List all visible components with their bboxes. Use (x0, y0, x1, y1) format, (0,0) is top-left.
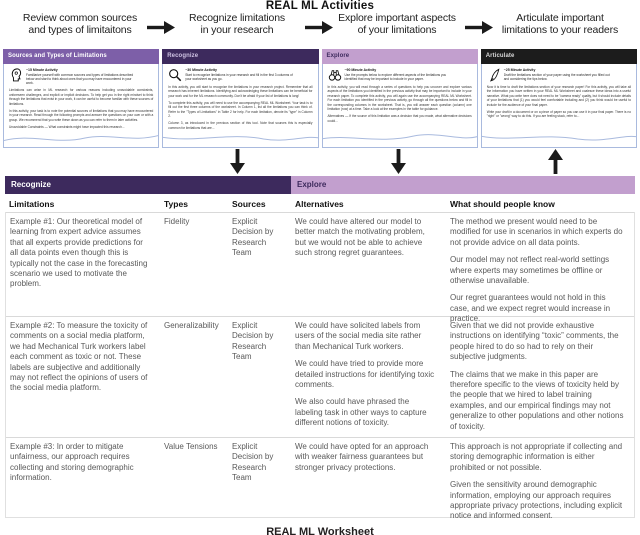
step-explore: Explore important aspects of your limitations (338, 12, 456, 37)
card-sources-and-types (3, 49, 159, 148)
band-recognize: Recognize (5, 176, 291, 194)
cell-know: The method we present would need to be modified for use in scenarios in which experts do not provide advice on all data points. Our model may not reflect real-world settings where experts may sometimes be offline or otherwise unavailable. Our regret guarantees would not hold in this case, and we expect regret would increase in practice. (450, 217, 623, 324)
column-header-sources: Sources (232, 199, 266, 209)
activity-brief: Start to recognize limitations in your research and fill in the first 3 columns of your worksheet as you go. (185, 72, 293, 81)
column-header-alternatives: Alternatives (295, 199, 344, 209)
activity-duration: ~30 Minute Activity (185, 68, 217, 72)
step-review: Review common sources and types of limitaitons (22, 12, 138, 37)
torn-edge (322, 127, 478, 148)
card-body (3, 64, 159, 148)
card-body (322, 64, 478, 148)
worksheet-caption: REAL ML Worksheet (266, 526, 374, 535)
torn-edge (481, 127, 637, 148)
column-header-types: Types (164, 199, 188, 209)
activity-duration: ~25 Minute Activity (503, 68, 536, 72)
card-header: Articulate (481, 49, 637, 64)
column-header-know: What should people know (450, 199, 555, 209)
cell-type: Value Tensions (164, 442, 218, 451)
card-text: In this activity, you will read through a series of questions to help you uncover and explore various aspects of the limitations you identified in the previous activity that may be important to include in your research paper. To complete this activity, you will again use the accompanying REAL ML Worksheet. For each limitation you identified in the previous activity, go through all the questions below and fill in the corresponding columns in the worksheet. That is, you will answer each question (column) one limitation (row) at a time. Take a look at the examples in the table for guidance. Alternatives — If the source of this limitation was a decision that you made, what alternative decisions could... (327, 85, 472, 123)
arrow-up-icon (548, 149, 563, 174)
cell-limitation: Example #1: Our theoretical model of learning from expert advice assumes that all experts provide predictions for all data points even though this is typically not the case in the forecasting scenario we used to motivate the problem. (10, 217, 148, 289)
activity-duration: ~15 Minute Activity (26, 68, 58, 72)
step-recognize: Recognize limitations in your research (188, 12, 286, 37)
workflow-steps (0, 9, 640, 47)
worksheet-table (5, 176, 635, 521)
quill-icon (487, 68, 501, 82)
band-explore: Explore (291, 176, 635, 194)
card-header: Explore (322, 49, 478, 64)
table-column-headers (5, 194, 635, 212)
cell-alternatives: We could have solicited labels from users of the social media site rather than Mechanical Turk workers. We could have tried to provide more detailed instructions for identifying toxic comments. We also could have phrased the labeling task in other ways to capture different notions of toxicity. (295, 321, 435, 428)
card-header: Recognize (162, 49, 318, 64)
torn-edge (162, 127, 318, 148)
table-band-header (5, 176, 635, 194)
column-header-limitations: Limitations (9, 199, 55, 209)
cell-type: Generalizability (164, 321, 219, 330)
head-profile-icon (9, 68, 23, 82)
activity-duration: ~90 Minute Activity (344, 68, 377, 72)
table-row (6, 437, 634, 521)
activity-cards (0, 49, 640, 148)
binoculars-icon (328, 68, 342, 82)
card-text: Limitations can arise in ML research for various reasons including unavoidable constraints, unforeseen challenges, and explicit or implicit decisions. To help get you in the right mindset to think through the limitations that exist in your work, it can be useful to become familiar with these sources of limitations. In this activity, your task is to note the potential sources of limitations that you may have encountered in your research. Read through the following prompts and answer the questions on your own or with a group. We recommend that you write these down as you can refer to them in later activities. Unavoidable Constraints — What constraints might have impacted this research... (9, 88, 154, 129)
card-explore (322, 49, 478, 148)
activity-brief: Use the prompts below to explore different aspects of the limitations you identified that may be important to include in your paper. (344, 72, 447, 81)
arrow-down-icon (391, 149, 406, 174)
table-row (6, 212, 634, 324)
card-header: Sources and Types of Limitations (3, 49, 159, 64)
magnifier-icon (168, 68, 182, 82)
cell-alternatives: We could have altered our model to better match the motivating problem, but we would not be able to achieve such strong regret guarantees. (295, 217, 425, 258)
cell-source: Explicit Decision by Research Team (232, 217, 274, 258)
card-recognize (162, 49, 318, 148)
page-title: REAL ML Activities (265, 0, 375, 12)
cell-limitation: Example #2: To measure the toxicity of comments on a social media platform, we had Mechanical Turk workers label each comment as toxic or not. These labels are subjective and additionally may not reflect the opinions of users of the social media platform. (10, 321, 148, 393)
cell-alternatives: We could have opted for an approach with weaker fairness guarantees but stronger privacy protections. (295, 442, 429, 472)
card-text: Now it is time to draft the limitations section of your research paper! For this activity, you will take all the information you have written in your REAL ML Worksheet and coalesce these ideas into a useful narrative. What you write here does not need to be "camera ready" quality, but it should include details of your limitations that (1) you would feel comfortable including and (2) you think would be useful to include for the audience of your final paper. Write your draft in a document or on a piece of paper so you can use it in your final paper. There is no "right" or "wrong" way to do this. If you are feeling stuck, refer to... (486, 85, 631, 119)
card-body (162, 64, 318, 148)
cell-source: Explicit Decision by Research Team (232, 442, 274, 483)
cell-know: This approach is not appropriate if collecting and storing demographic information is either prohibited or not possible. Given the sensitivity around demographic information, employing our approach requires appropriate privacy protections, including explicit notice and informed consent. (450, 442, 623, 521)
card-articulate (481, 49, 637, 148)
card-body (481, 64, 637, 148)
step-articulate: Articulate important limitations to your readers (501, 12, 619, 37)
activity-brief: Familiarize yourself with common sources and types of limitations described below and start to think about ones that you may have encountered in your work. (26, 72, 134, 86)
connector-arrows (0, 149, 640, 175)
table-row (6, 316, 634, 437)
table-body (5, 212, 635, 521)
cell-source: Explicit Decision by Research Team (232, 321, 274, 362)
cell-limitation: Example #3: In order to mitigate unfairness, our approach requires collecting and storing demographic information. (10, 442, 134, 483)
cell-know: Given that we did not provide exhaustive instructions on identifying “toxic” comments, the people hired to do so had to rely on their subjective judgments. The claims that we make in this paper are therefore specific to the views of toxicity held by the people that we hired to label training examples, and our empirical findings may not generalize to other populations and other notions of toxicity. (450, 321, 624, 431)
arrow-down-icon (230, 149, 245, 174)
card-text: In this activity, you will start to recognize the limitations in your research project. Remember that all research has inherent limitations. Identifying and acknowledging these limitations can be beneficial for your work and for the ML research community. Don't be afraid if your list of limitations is long! To complete this activity, you will need to use the accompanying REAL ML Worksheet. Your task is to fill out the first three columns of the worksheet. In Column 1, list all the limitations you can think of. Refer to the "Types of Limitations" in Table 2 for help. For each limitation, denote its "type" in Column 2. Column 3, as introduced in the previous section of this tool. Note that sources this is especially common for limitations that are... (168, 85, 313, 130)
cell-type: Fidelity (164, 217, 190, 226)
activity-brief: Draft the limitations section of your paper using the worksheet you filled out and considering the tips below. (503, 72, 610, 81)
torn-edge (3, 127, 159, 148)
